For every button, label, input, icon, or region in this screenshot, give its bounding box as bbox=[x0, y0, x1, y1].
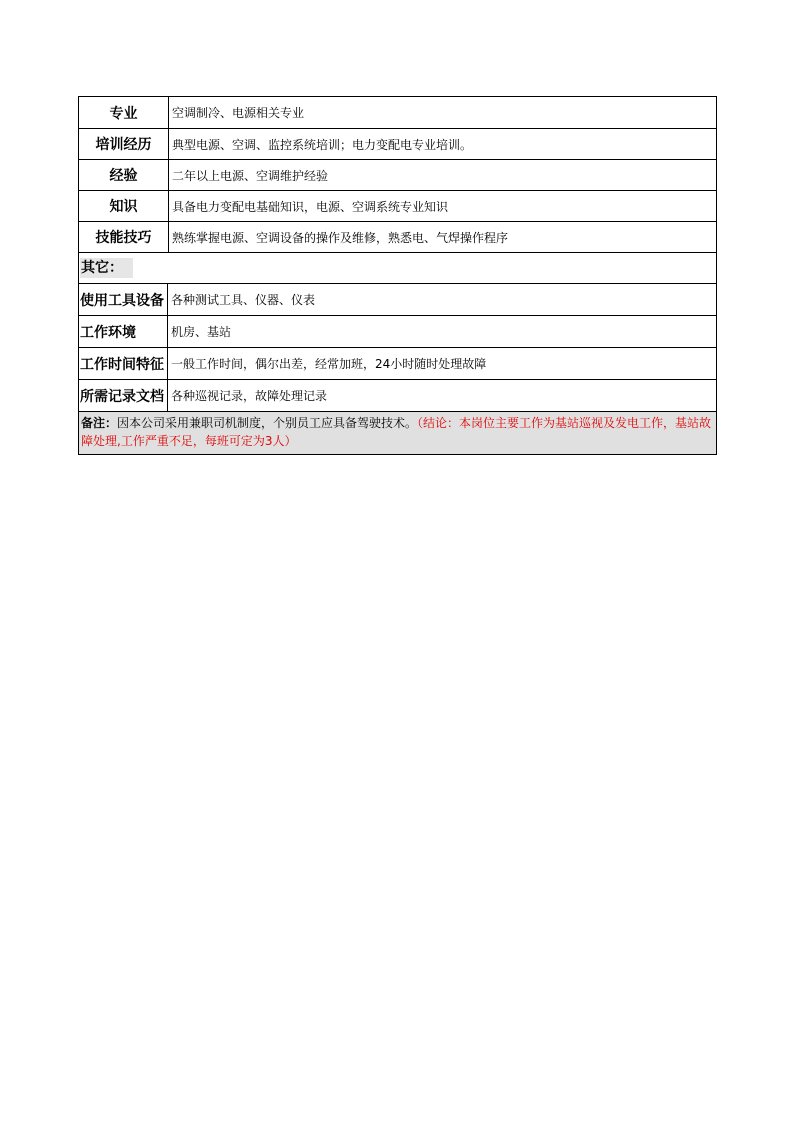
table-row-environment bbox=[79, 315, 716, 347]
row-value: 二年以上电源、空调维护经验 bbox=[172, 168, 329, 183]
table-row-tools bbox=[79, 283, 716, 315]
row-value: 各种巡视记录，故障处理记录 bbox=[171, 389, 328, 403]
table-row-experience bbox=[79, 159, 716, 190]
row-label: 培训经历 bbox=[79, 129, 169, 159]
row-value: 机房、基站 bbox=[171, 325, 232, 339]
row-label: 工作时间特征 bbox=[79, 348, 168, 379]
job-requirements-table bbox=[78, 96, 717, 455]
remarks-title: 备注： bbox=[81, 416, 118, 430]
row-label: 技能技巧 bbox=[79, 222, 169, 252]
row-value: 典型电源、空调、监控系统培训；电力变配电专业培训。 bbox=[172, 137, 473, 152]
row-label: 经验 bbox=[79, 160, 169, 190]
row-label: 所需记录文档 bbox=[79, 380, 168, 411]
other-section-label: 其它： bbox=[80, 258, 133, 278]
table-row-skills bbox=[79, 221, 716, 252]
row-label: 使用工具设备 bbox=[79, 284, 168, 315]
row-label: 专业 bbox=[79, 97, 169, 128]
table-row-knowledge bbox=[79, 190, 716, 221]
table-row-training bbox=[79, 128, 716, 159]
row-label: 工作环境 bbox=[79, 316, 168, 347]
row-value: 具备电力变配电基础知识，电源、空调系统专业知识 bbox=[172, 199, 449, 214]
remarks-text: 因本公司采用兼职司机制度，个别员工应具备驾驶技术。 bbox=[117, 416, 418, 430]
table-row-documents bbox=[79, 379, 716, 411]
remarks-note bbox=[79, 411, 716, 454]
row-value: 熟练掌握电源、空调设备的操作及维修，熟悉电、气焊操作程序 bbox=[172, 230, 509, 245]
row-label: 知识 bbox=[79, 191, 169, 221]
table-row-major bbox=[79, 97, 716, 128]
remarks-conclusion: （结论：本岗位主要工作为基站巡视及发电工作，基站故障处理,工作严重不足，每班可定为3人） bbox=[81, 416, 712, 448]
row-value: 空调制冷、电源相关专业 bbox=[172, 106, 305, 120]
table-row-work-time bbox=[79, 347, 716, 379]
row-value: 一般工作时间，偶尔出差，经常加班，24小时随时处理故障 bbox=[171, 357, 487, 371]
row-value: 各种测试工具、仪器、仪表 bbox=[171, 293, 316, 307]
other-section-header bbox=[79, 252, 716, 283]
